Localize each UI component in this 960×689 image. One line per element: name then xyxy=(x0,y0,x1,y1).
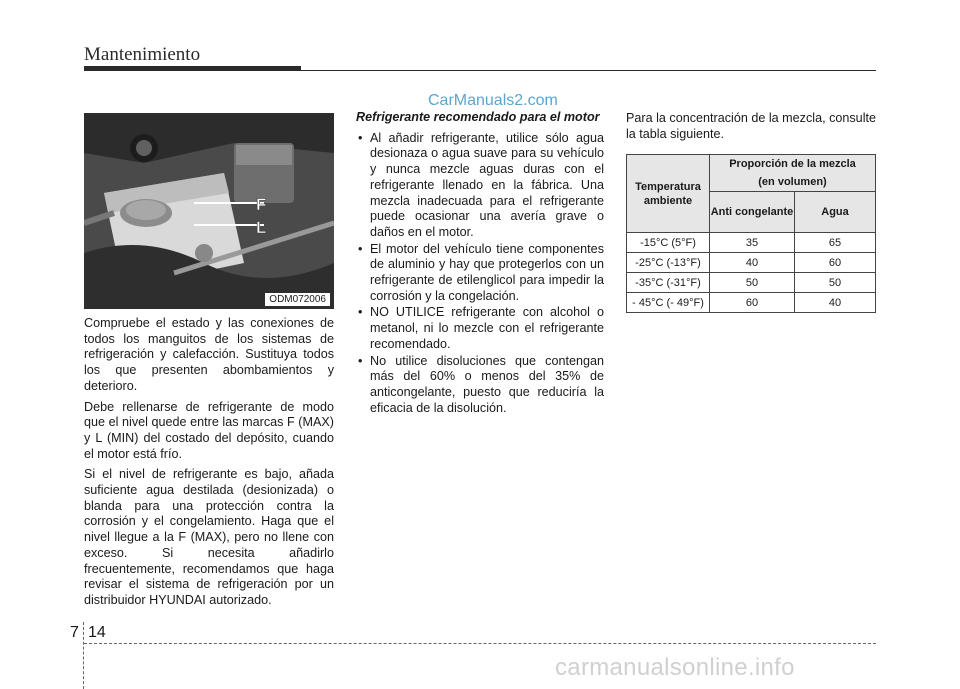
cell-antifreeze: 60 xyxy=(710,293,795,313)
level-mark-max: F xyxy=(256,195,267,214)
column-right xyxy=(626,111,876,147)
cell-water: 40 xyxy=(795,293,876,313)
bullet-item: • No utilice disoluciones que contengan más del 60% o menos del 35% de anticongelante, puesto que reduciría la eficacia de la disolución. xyxy=(356,354,604,417)
footer-divider-vertical xyxy=(83,622,85,689)
coolant-mixture-table xyxy=(626,154,876,313)
header-water: Agua xyxy=(795,192,876,233)
cell-temperature: -35°C (-31°F) xyxy=(627,273,710,293)
cell-water: 65 xyxy=(795,233,876,253)
bullet-item: • Al añadir refrigerante, utilice sólo agua desionaza o agua suave para su vehículo y nunca mezcle aguas duras con el refrigerante llenado en la fábrica. Una mezcla inadecuada para el refrigerante puede ocasionar una avería grave o daños en el motor. xyxy=(356,131,604,241)
level-mark-min: L xyxy=(256,218,267,237)
table-row xyxy=(627,253,876,273)
page-header-title: Mantenimiento xyxy=(84,44,201,65)
cell-water: 60 xyxy=(795,253,876,273)
header-proportion-line-1: Proporción de la mezcla xyxy=(729,158,856,170)
table-row xyxy=(627,233,876,253)
header-proportion-line-2: (en volumen) xyxy=(758,176,827,188)
coolant-reservoir-photo xyxy=(84,113,334,309)
cell-temperature: -25°C (-13°F) xyxy=(627,253,710,273)
paragraph: Debe rellenarse de refrigerante de modo que el nivel quede entre las marcas F (MAX) y L (MIN) del costado del depósito, cuando el motor está frío. xyxy=(84,399,334,461)
table-intro: Para la concentración de la mezcla, consulte la tabla siguiente. xyxy=(626,111,876,141)
engine-bay-illustration xyxy=(84,113,334,309)
cell-temperature: - 45°C (- 49°F) xyxy=(627,293,710,313)
header-proportion xyxy=(710,155,876,192)
figure-code: ODM072006 xyxy=(265,293,330,306)
cell-temperature: -15°C (5°F) xyxy=(627,233,710,253)
watermark-top: CarManuals2.com xyxy=(428,92,558,109)
bullet-item: • El motor del vehículo tiene componentes de aluminio y hay que protegerlos con un refrigerante de etilenglicol para impedir la corrosión y la congelación. xyxy=(356,242,604,305)
paragraph: Compruebe el estado y las conexiones de todos los manguitos de los sistemas de refrigeración y calefacción. Sustituya todos los que presenten abombamientos y deterioro. xyxy=(84,316,334,393)
header-rule-thick xyxy=(84,66,301,71)
cell-antifreeze: 40 xyxy=(710,253,795,273)
cell-water: 50 xyxy=(795,273,876,293)
page-number: 14 xyxy=(88,624,106,641)
bullet-item: • NO UTILICE refrigerante con alcohol o metanol, ni lo mezcle con el refrigerante recomendado. xyxy=(356,305,604,352)
header-rule-thin xyxy=(301,70,876,71)
paragraph: Si el nivel de refrigerante es bajo, añada suficiente agua destilada (desionizada) o blanda para una protección contra la corrosión y el congelamiento. Haga que el nivel llegue a la F (MAX), pero no llene con exceso. Si necesita añadirlo frecuentemente, recomendamos que haga revisar el sistema de refrigeración por un distribuidor HYUNDAI autorizado. xyxy=(84,467,334,607)
section-heading: Refrigerante recomendado para el motor xyxy=(356,110,600,124)
cell-antifreeze: 50 xyxy=(710,273,795,293)
header-antifreeze: Anti congelante xyxy=(710,192,795,233)
table-row xyxy=(627,273,876,293)
bullet-list xyxy=(356,131,604,417)
table-row xyxy=(627,293,876,313)
header-temperature: Temperatura ambiente xyxy=(627,155,710,233)
column-left xyxy=(84,316,334,614)
cell-antifreeze: 35 xyxy=(710,233,795,253)
chapter-number: 7 xyxy=(70,624,79,641)
column-middle xyxy=(356,110,604,417)
watermark-bottom: carmanualsonline.info xyxy=(555,654,795,681)
footer-divider-horizontal xyxy=(84,643,876,644)
